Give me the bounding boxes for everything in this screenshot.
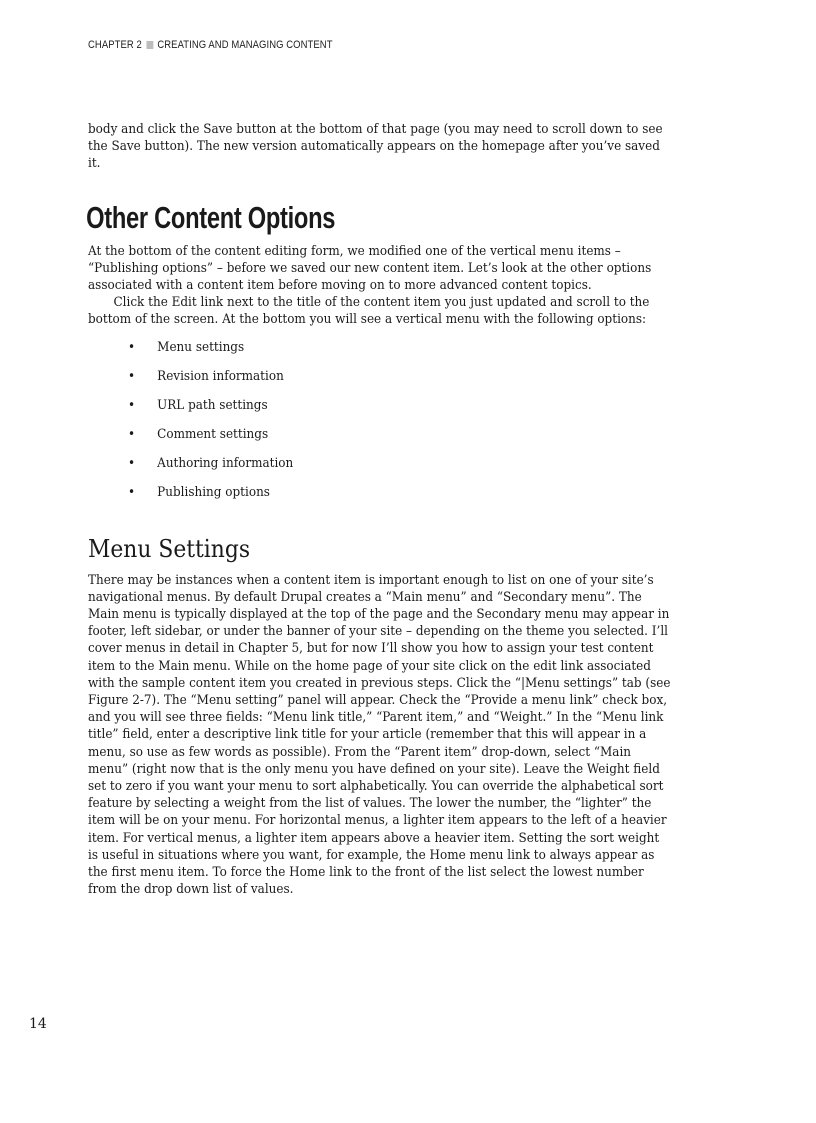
bullet-icon: • [128,339,136,355]
list-item-text: Menu settings [157,339,245,355]
list-item-text: URL path settings [157,397,268,413]
list-item [88,426,672,455]
page-body [88,121,672,898]
list-item [88,484,672,513]
list-item-text: Publishing options [157,484,270,500]
list-item [88,339,672,368]
options-list [88,339,672,513]
page-number: 14 [29,1016,47,1032]
intro-paragraph: body and click the Save button at the bottom of that page (you may need to scroll down to see the Save button). The new version automatically appears on the homepage after you’ve saved it. [88,122,663,172]
list-item [88,368,672,397]
list-item-text: Revision information [157,368,284,384]
running-header [88,39,333,51]
section-paragraph-2: Click the Edit link next to the title of the content item you just updated and scroll to the bottom of the screen. At the bottom you will see a vertical menu with the following options: [88,295,650,328]
header-separator-square [146,41,153,49]
bullet-icon: • [128,484,136,500]
list-item [88,455,672,484]
list-item-text: Comment settings [157,426,269,442]
bullet-icon: • [128,397,136,413]
section-heading: Other Content Options [86,199,336,235]
section-paragraph-1: At the bottom of the content editing form, we modified one of the vertical menu items – “Publishing options” – before we saved our new content item. Let’s look at the other options associated with a content item before moving on to more advanced content topics. [88,243,652,294]
chapter-title: CREATING AND MANAGING CONTENT [157,39,333,51]
list-item [88,397,672,426]
subsection-paragraph: There may be instances when a content item is important enough to list on one of your site’s navigational menus. By default Drupal creates a “Main menu” and “Secondary menu”. The Main menu is typically displayed at the top of the page and the Secondary menu may appear in footer, left sidebar, or under the banner of your site – depending on the theme you selected. I’ll cover menus in detail in Chapter 5, but for now I’ll show you how to assign your test content item to the Main menu. While on the home page of your site click on the edit link associated with the sample content item you created in previous steps. Click the “|Menu settings” tab (see Figure 2-7). The “Menu setting” panel will appear. Check the “Provide a menu link” check box, and you will see three fields: “Menu link title,” “Parent item,” and “Weight.” In the “Menu link title” field, enter a descriptive link title for your article (remember that this will appear in a menu, so use as few words as possible). From the “Parent item” drop-down, select “Main menu” (right now that is the only menu you have defined on your site). Leave the Weight field set to zero if you want your menu to sort alphabetically. You can override the alphabetical sort feature by selecting a weight from the list of values. The lower the number, the “lighter” the item will be on your menu. For horizontal menus, a lighter item appears to the left of a heavier item. For vertical menus, a lighter item appears above a heavier item. Setting the sort weight is useful in situations where you want, for example, the Home menu link to always appear as the first menu item. To force the Home link to the front of the list select the lowest number from the drop down list of values. [88,572,671,898]
bullet-icon: • [128,368,136,384]
chapter-label: CHAPTER 2 [88,39,142,51]
bullet-icon: • [128,455,136,471]
list-item-text: Authoring information [157,455,294,471]
subsection-heading: Menu Settings [88,534,251,563]
bullet-icon: • [128,426,136,442]
